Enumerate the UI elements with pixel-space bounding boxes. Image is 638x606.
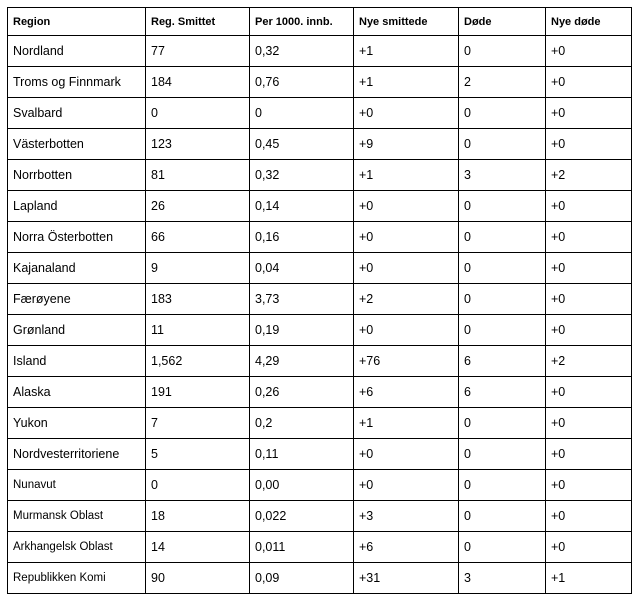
cell-registered-infected: 11 xyxy=(146,315,250,346)
cell-registered-infected: 81 xyxy=(146,160,250,191)
cell-per-1000-inhabitants: 0,011 xyxy=(250,532,354,563)
cell-new-infected: +0 xyxy=(354,222,459,253)
cell-new-deaths: +0 xyxy=(546,98,632,129)
cell-deaths: 0 xyxy=(459,439,546,470)
cell-new-infected: +3 xyxy=(354,501,459,532)
table-row xyxy=(8,129,632,160)
cell-region: Nordland xyxy=(8,36,146,67)
cell-registered-infected: 77 xyxy=(146,36,250,67)
header-registered-infected: Reg. Smittet xyxy=(146,8,250,36)
table-row xyxy=(8,191,632,222)
table-header xyxy=(8,8,632,36)
cell-registered-infected: 184 xyxy=(146,67,250,98)
cell-per-1000-inhabitants: 0,32 xyxy=(250,160,354,191)
cell-registered-infected: 1,562 xyxy=(146,346,250,377)
table-row xyxy=(8,98,632,129)
cell-registered-infected: 123 xyxy=(146,129,250,160)
cell-new-deaths: +0 xyxy=(546,222,632,253)
cell-new-infected: +0 xyxy=(354,191,459,222)
cell-region: Nordvesterritoriene xyxy=(8,439,146,470)
covid-region-table-container xyxy=(7,7,632,594)
cell-region: Færøyene xyxy=(8,284,146,315)
cell-new-deaths: +0 xyxy=(546,36,632,67)
cell-deaths: 0 xyxy=(459,501,546,532)
cell-new-infected: +1 xyxy=(354,67,459,98)
cell-deaths: 3 xyxy=(459,563,546,594)
cell-registered-infected: 9 xyxy=(146,253,250,284)
cell-per-1000-inhabitants: 0,09 xyxy=(250,563,354,594)
cell-registered-infected: 90 xyxy=(146,563,250,594)
cell-region: Norra Österbotten xyxy=(8,222,146,253)
cell-new-infected: +0 xyxy=(354,439,459,470)
cell-region: Kajanaland xyxy=(8,253,146,284)
cell-region: Grønland xyxy=(8,315,146,346)
cell-deaths: 6 xyxy=(459,377,546,408)
cell-new-infected: +1 xyxy=(354,36,459,67)
cell-new-infected: +6 xyxy=(354,532,459,563)
table-row xyxy=(8,563,632,594)
cell-per-1000-inhabitants: 3,73 xyxy=(250,284,354,315)
cell-new-deaths: +0 xyxy=(546,253,632,284)
cell-deaths: 0 xyxy=(459,408,546,439)
cell-new-deaths: +0 xyxy=(546,408,632,439)
cell-region: Nunavut xyxy=(8,470,146,501)
cell-deaths: 0 xyxy=(459,129,546,160)
table-row xyxy=(8,377,632,408)
table-row xyxy=(8,284,632,315)
table-row xyxy=(8,253,632,284)
cell-new-deaths: +0 xyxy=(546,129,632,160)
table-row xyxy=(8,346,632,377)
cell-per-1000-inhabitants: 0,26 xyxy=(250,377,354,408)
cell-registered-infected: 5 xyxy=(146,439,250,470)
cell-deaths: 0 xyxy=(459,98,546,129)
cell-region: Arkhangelsk Oblast xyxy=(8,532,146,563)
cell-deaths: 2 xyxy=(459,67,546,98)
table-row xyxy=(8,315,632,346)
cell-per-1000-inhabitants: 0,14 xyxy=(250,191,354,222)
cell-region: Svalbard xyxy=(8,98,146,129)
cell-per-1000-inhabitants: 0,11 xyxy=(250,439,354,470)
cell-new-deaths: +0 xyxy=(546,439,632,470)
table-row xyxy=(8,470,632,501)
cell-new-deaths: +0 xyxy=(546,532,632,563)
table-row xyxy=(8,222,632,253)
table-row xyxy=(8,67,632,98)
cell-registered-infected: 0 xyxy=(146,470,250,501)
cell-new-infected: +9 xyxy=(354,129,459,160)
cell-new-deaths: +0 xyxy=(546,67,632,98)
cell-deaths: 0 xyxy=(459,36,546,67)
cell-new-infected: +31 xyxy=(354,563,459,594)
table-row xyxy=(8,532,632,563)
cell-registered-infected: 26 xyxy=(146,191,250,222)
cell-deaths: 0 xyxy=(459,315,546,346)
cell-new-deaths: +0 xyxy=(546,191,632,222)
cell-registered-infected: 66 xyxy=(146,222,250,253)
cell-deaths: 0 xyxy=(459,253,546,284)
cell-new-infected: +6 xyxy=(354,377,459,408)
header-row xyxy=(8,8,632,36)
table-row xyxy=(8,439,632,470)
cell-per-1000-inhabitants: 0,32 xyxy=(250,36,354,67)
cell-region: Västerbotten xyxy=(8,129,146,160)
cell-deaths: 0 xyxy=(459,532,546,563)
cell-new-deaths: +2 xyxy=(546,346,632,377)
table-row xyxy=(8,36,632,67)
cell-per-1000-inhabitants: 0,19 xyxy=(250,315,354,346)
cell-region: Lapland xyxy=(8,191,146,222)
cell-region: Republikken Komi xyxy=(8,563,146,594)
cell-region: Yukon xyxy=(8,408,146,439)
cell-per-1000-inhabitants: 4,29 xyxy=(250,346,354,377)
cell-per-1000-inhabitants: 0,00 xyxy=(250,470,354,501)
cell-per-1000-inhabitants: 0,76 xyxy=(250,67,354,98)
cell-per-1000-inhabitants: 0,16 xyxy=(250,222,354,253)
cell-new-deaths: +0 xyxy=(546,501,632,532)
cell-deaths: 6 xyxy=(459,346,546,377)
header-new-deaths: Nye døde xyxy=(546,8,632,36)
cell-deaths: 0 xyxy=(459,470,546,501)
header-new-infected: Nye smittede xyxy=(354,8,459,36)
cell-per-1000-inhabitants: 0,45 xyxy=(250,129,354,160)
cell-per-1000-inhabitants: 0 xyxy=(250,98,354,129)
cell-registered-infected: 7 xyxy=(146,408,250,439)
cell-region: Murmansk Oblast xyxy=(8,501,146,532)
cell-new-infected: +1 xyxy=(354,160,459,191)
cell-new-deaths: +0 xyxy=(546,377,632,408)
cell-new-infected: +0 xyxy=(354,470,459,501)
header-per-1000-inhabitants: Per 1000. innb. xyxy=(250,8,354,36)
cell-deaths: 0 xyxy=(459,284,546,315)
cell-region: Troms og Finnmark xyxy=(8,67,146,98)
cell-per-1000-inhabitants: 0,04 xyxy=(250,253,354,284)
cell-region: Norrbotten xyxy=(8,160,146,191)
cell-deaths: 3 xyxy=(459,160,546,191)
table-row xyxy=(8,160,632,191)
table-row xyxy=(8,501,632,532)
cell-registered-infected: 14 xyxy=(146,532,250,563)
cell-new-infected: +1 xyxy=(354,408,459,439)
cell-new-infected: +0 xyxy=(354,315,459,346)
cell-registered-infected: 18 xyxy=(146,501,250,532)
cell-new-deaths: +0 xyxy=(546,284,632,315)
cell-per-1000-inhabitants: 0,2 xyxy=(250,408,354,439)
cell-new-deaths: +1 xyxy=(546,563,632,594)
header-deaths: Døde xyxy=(459,8,546,36)
cell-new-deaths: +2 xyxy=(546,160,632,191)
header-region: Region xyxy=(8,8,146,36)
cell-new-infected: +2 xyxy=(354,284,459,315)
cell-registered-infected: 0 xyxy=(146,98,250,129)
cell-new-infected: +0 xyxy=(354,253,459,284)
cell-deaths: 0 xyxy=(459,222,546,253)
cell-deaths: 0 xyxy=(459,191,546,222)
cell-registered-infected: 183 xyxy=(146,284,250,315)
cell-new-deaths: +0 xyxy=(546,470,632,501)
table-body xyxy=(8,36,632,594)
cell-registered-infected: 191 xyxy=(146,377,250,408)
cell-new-infected: +0 xyxy=(354,98,459,129)
cell-new-infected: +76 xyxy=(354,346,459,377)
cell-region: Alaska xyxy=(8,377,146,408)
cell-per-1000-inhabitants: 0,022 xyxy=(250,501,354,532)
covid-region-table xyxy=(7,7,632,594)
cell-new-deaths: +0 xyxy=(546,315,632,346)
table-row xyxy=(8,408,632,439)
cell-region: Island xyxy=(8,346,146,377)
